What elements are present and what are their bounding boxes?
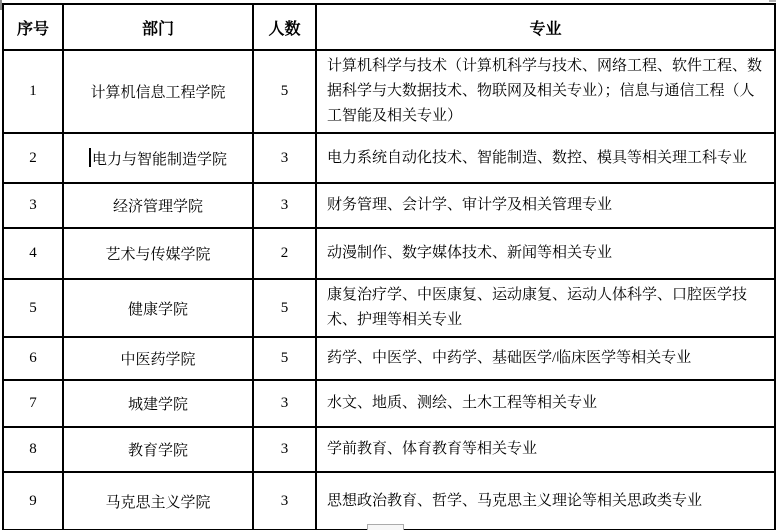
table-row [3,183,775,228]
department-cell[interactable]: 经济管理学院 [63,183,253,228]
department-cell[interactable]: 计算机信息工程学院 [63,50,253,133]
department-cell[interactable]: 健康学院 [63,279,253,337]
serial-cell[interactable]: 6 [3,337,63,380]
department-cell[interactable]: 艺术与传媒学院 [63,228,253,279]
department-cell[interactable]: 马克思主义学院 [63,472,253,530]
department-cell[interactable]: 城建学院 [63,380,253,427]
table-row [3,133,775,183]
table-row [3,50,775,133]
serial-cell[interactable]: 7 [3,380,63,427]
major-cell[interactable]: 思想政治教育、哲学、马克思主义理论等相关思政类专业 [316,472,775,530]
major-cell[interactable]: 财务管理、会计学、审计学及相关管理专业 [316,183,775,228]
header-count[interactable]: 人数 [253,4,316,50]
department-cell[interactable] [63,133,253,183]
stray-mark-top-right [769,0,776,2]
header-major[interactable]: 专业 [316,4,775,50]
major-cell[interactable]: 水文、地质、测绘、土木工程等相关专业 [316,380,775,427]
count-cell[interactable]: 3 [253,427,316,472]
count-cell[interactable]: 3 [253,183,316,228]
department-cell[interactable]: 教育学院 [63,427,253,472]
table-row [3,427,775,472]
major-cell[interactable]: 药学、中医学、中药学、基础医学/临床医学等相关专业 [316,337,775,380]
serial-cell[interactable]: 8 [3,427,63,472]
count-cell[interactable]: 3 [253,472,316,530]
count-cell[interactable]: 2 [253,228,316,279]
serial-cell[interactable]: 5 [3,279,63,337]
serial-cell[interactable]: 9 [3,472,63,530]
header-serial[interactable]: 序号 [3,4,63,50]
table-resize-handle[interactable] [367,524,404,530]
department-label: 电力与智能制造学院 [91,151,227,168]
table-header-row [3,4,775,50]
count-cell[interactable]: 3 [253,133,316,183]
serial-cell[interactable]: 4 [3,228,63,279]
table-row [3,228,775,279]
department-cell[interactable]: 中医药学院 [63,337,253,380]
count-cell[interactable]: 5 [253,50,316,133]
text-caret [89,148,91,167]
table-row [3,472,775,530]
count-cell[interactable]: 3 [253,380,316,427]
table-row [3,337,775,380]
serial-cell[interactable]: 3 [3,183,63,228]
major-cell[interactable]: 电力系统自动化技术、智能制造、数控、模具等相关理工科专业 [316,133,775,183]
header-department[interactable]: 部门 [63,4,253,50]
table-row [3,380,775,427]
table-row [3,279,775,337]
recruitment-table [2,3,776,530]
count-cell[interactable]: 5 [253,279,316,337]
major-cell[interactable]: 学前教育、体育教育等相关专业 [316,427,775,472]
major-cell[interactable]: 计算机科学与技术（计算机科学与技术、网络工程、软件工程、数据科学与大数据技术、物联网及相关专业）；信息与通信工程（人工智能及相关专业） [316,50,775,133]
serial-cell[interactable]: 1 [3,50,63,133]
serial-cell[interactable]: 2 [3,133,63,183]
major-cell[interactable]: 康复治疗学、中医康复、运动康复、运动人体科学、口腔医学技术、护理等相关专业 [316,279,775,337]
count-cell[interactable]: 5 [253,337,316,380]
major-cell[interactable]: 动漫制作、数字媒体技术、新闻等相关专业 [316,228,775,279]
